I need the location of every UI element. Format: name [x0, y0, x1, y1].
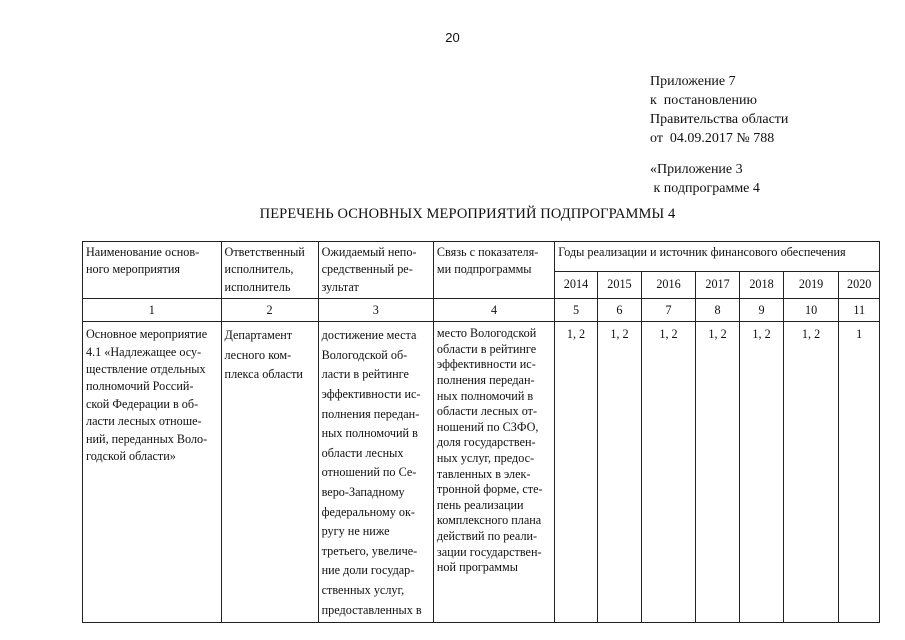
indicators-cell: место Вологодской области в рейтинге эффективности ис- полнения передан- ных полномочий в области лесных от- ношений по СЗФО, доля государствен- ных услуг, предос- тавленных в элек- тронной форме, сте- пень реализации комплексного плана действий по реали- зации государствен- ной программы	[433, 322, 554, 623]
column-number: 3	[318, 299, 433, 322]
column-number: 5	[555, 299, 597, 322]
header-activity-name: Наименование основ- ного мероприятия	[83, 242, 222, 299]
header-year: 2019	[783, 272, 839, 299]
year-source-cell: 1, 2	[740, 322, 783, 623]
year-source-cell: 1, 2	[783, 322, 839, 623]
measures-table	[82, 241, 880, 623]
table-row	[83, 322, 880, 623]
column-number: 1	[83, 299, 222, 322]
year-source-cell: 1, 2	[597, 322, 641, 623]
year-source-cell: 1, 2	[695, 322, 739, 623]
header-year: 2015	[597, 272, 641, 299]
executor-cell: Департамент лесного ком- плекса области	[221, 322, 318, 623]
year-source-cell: 1, 2	[642, 322, 696, 623]
column-number: 7	[642, 299, 696, 322]
document-title: ПЕРЕЧЕНЬ ОСНОВНЫХ МЕРОПРИЯТИЙ ПОДПРОГРАММЫ 4	[259, 206, 676, 222]
appendix-line: от 04.09.2017 № 788	[650, 131, 775, 146]
column-number: 2	[221, 299, 318, 322]
header-year: 2016	[642, 272, 696, 299]
year-source-cell: 1	[839, 322, 880, 623]
column-number: 9	[740, 299, 783, 322]
column-numbers-row	[83, 299, 880, 322]
appendix-line: Приложение 7	[650, 74, 736, 89]
appendix-line: Правительства области	[650, 112, 789, 127]
header-expected-result: Ожидаемый непо- средственный ре- зультат	[318, 242, 433, 299]
appendix-sub-line: к подпрограмме 4	[650, 181, 760, 196]
header-year: 2018	[740, 272, 783, 299]
header-year: 2017	[695, 272, 739, 299]
page-number: 20	[445, 30, 460, 45]
column-number: 11	[839, 299, 880, 322]
expected-result-cell: достижение места Вологодской об- ласти в рейтинге эффективности ис- полнения передан- ных полномочий в области лесных отношений по Се- веро-Западному федеральному ок- ругу не ниже третьего, увеличе- ние доли государ- ственных услуг, предоставленных в	[318, 322, 433, 623]
header-executor: Ответственный исполнитель, исполнитель	[221, 242, 318, 299]
activity-name-cell: Основное мероприятие 4.1 «Надлежащее осу- ществление отдельных полномочий Россий- ской Федерации в об- ласти лесных отноше- ний, переданных Воло- годской области»	[83, 322, 222, 623]
table-header-row	[83, 242, 880, 272]
appendix-block	[650, 72, 788, 148]
header-year: 2020	[839, 272, 880, 299]
appendix-sub-line: «Приложение 3	[650, 162, 743, 177]
column-number: 8	[695, 299, 739, 322]
column-number: 6	[597, 299, 641, 322]
column-number: 10	[783, 299, 839, 322]
header-years-group: Годы реализации и источник финансового обеспечения	[555, 242, 880, 272]
header-year: 2014	[555, 272, 597, 299]
appendix-sub-block	[650, 160, 760, 198]
column-number: 4	[433, 299, 554, 322]
year-source-cell: 1, 2	[555, 322, 597, 623]
header-indicators-link: Связь с показателя- ми подпрограммы	[433, 242, 554, 299]
appendix-line: к постановлению	[650, 93, 757, 108]
